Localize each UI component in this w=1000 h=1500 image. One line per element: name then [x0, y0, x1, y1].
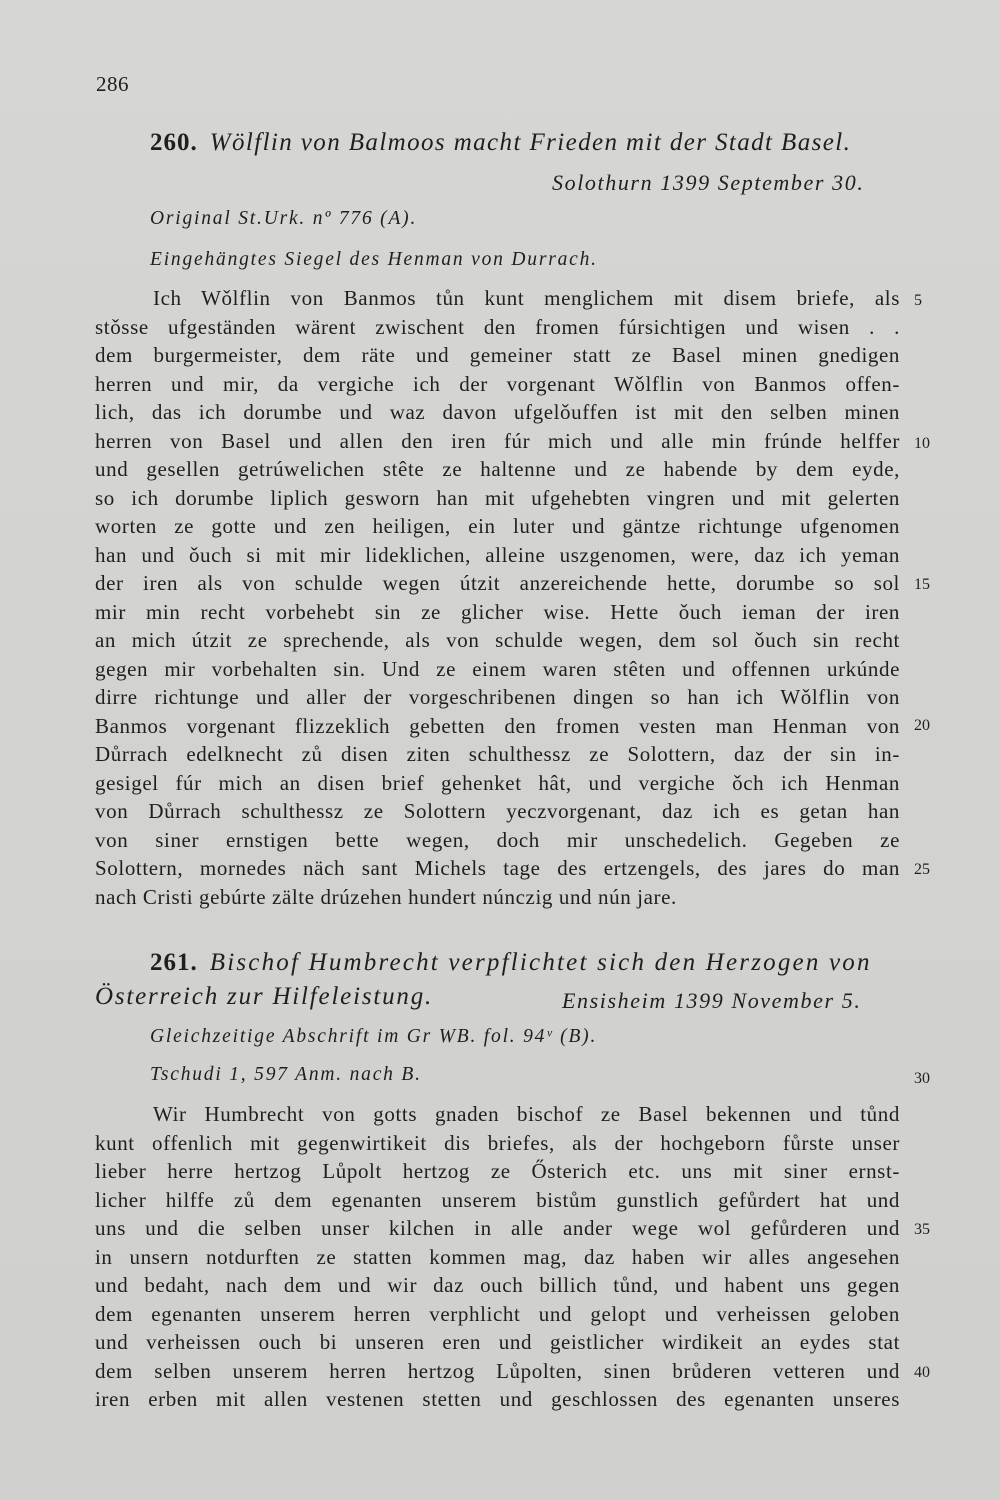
page-number: 286 — [96, 72, 129, 96]
entry-261-source: Gleichzeitige Abschrift im Gr WB. fol. 94ᵛ (B). — [150, 1026, 598, 1047]
entry-261-date: Ensisheim 1399 November 5. — [562, 988, 862, 1013]
text-line: lich, das ich dorumbe und waz davon ufgelǒuffen ist mit den selben minen — [95, 400, 900, 424]
text-line: und bedaht, nach dem und wir daz ouch billich tůnd, und habent uns gegen — [95, 1273, 900, 1297]
margin-line-number: 25 — [914, 861, 930, 878]
entry-261-body — [95, 1100, 900, 1414]
text-line: worten ze gotte und zen heiligen, ein luter und gäntze richtunge ufgenomen — [95, 514, 900, 538]
margin-line-number: 35 — [914, 1221, 930, 1238]
text-line: stǒsse ufgeständen wärent zwischent den fromen fúrsichtigen und wisen . . — [95, 314, 900, 339]
text-line: iren erben mit allen vestenen stetten und geschlossen des egenanten unseres — [95, 1387, 900, 1411]
margin-line-number: 30 — [914, 1070, 930, 1087]
text-line: herren und mir, da vergiche ich der vorgenant Wǒlflin von Banmos offen- — [95, 371, 900, 396]
text-line: an mich útzit ze sprechende, als von schulde wegen, dem sol ǒuch sin recht — [95, 628, 900, 652]
entry-261-heading — [150, 946, 900, 980]
entry-261-heading-cont — [95, 980, 555, 1014]
margin-line-number: 40 — [914, 1364, 930, 1381]
text-line: licher hilffe zů dem egenanten unserem bistům gunstlich gefůrdert hat und — [95, 1187, 900, 1212]
margin-line-number: 15 — [914, 576, 930, 593]
text-line: von siner ernstigen bette wegen, doch mir unschedelich. Gegeben ze — [95, 827, 900, 852]
entry-261-title-line1: Bischof Humbrecht verpflichtet sich den Herzogen von — [209, 949, 872, 976]
text-line: Solottern, mornedes näch sant Michels tage des ertzengels, des jares do man — [95, 856, 900, 880]
text-line: gegen mir vorbehalten sin. Und ze einem waren stêten und offennen urkúnde — [95, 656, 900, 681]
entry-261-number: 261. — [150, 949, 198, 976]
text-line: Ich Wǒlflin von Banmos tůn kunt menglichem mit disem briefe, als — [153, 286, 900, 310]
margin-line-number: 20 — [914, 717, 930, 734]
text-line: herren von Basel und allen den iren fúr mich und alle min frúnde helffer — [95, 428, 900, 453]
entry-260-title: Wölflin von Balmoos macht Frieden mit der Stadt Basel. — [209, 129, 852, 156]
text-line: der iren als von schulde wegen útzit anzereichende hette, dorumbe so sol — [95, 571, 900, 595]
text-line: kunt offenlich mit gegenwirtikeit dis briefes, als der hochgeborn fůrste unser — [95, 1130, 900, 1155]
text-line: han und ǒuch si mit mir lideklichen, alleine uszgenomen, were, daz ich yeman — [95, 542, 900, 567]
entry-261-edition-note: Tschudi 1, 597 Anm. nach B. — [150, 1064, 422, 1085]
text-line: von Důrrach schulthessz ze Solottern yeczvorgenant, daz ich es getan han — [95, 799, 900, 823]
text-line: in unsern notdurften ze statten kommen mag, daz haben wir alles angesehen — [95, 1244, 900, 1269]
entry-260-source: Original St.Urk. nº 776 (A). — [150, 208, 418, 229]
entry-260-seal-note: Eingehängtes Siegel des Henman von Durrach. — [150, 249, 598, 270]
text-line: nach Cristi gebúrte zälte drúzehen hundert núnczig und nún jare. — [95, 884, 677, 909]
text-line: gesigel fúr mich an disen brief gehenket hât, und vergiche ǒch ich Henman — [95, 770, 900, 795]
text-line: Důrrach edelknecht zů disen ziten schulthessz ze Solottern, daz der sin in- — [95, 742, 900, 766]
text-line: und verheissen ouch bi unseren eren und geistlicher wirdikeit an eydes stat — [95, 1330, 900, 1354]
text-line: mir min recht vorbehebt sin ze glicher wise. Hette ǒuch ieman der iren — [95, 599, 900, 624]
margin-line-number: 10 — [914, 435, 930, 452]
text-line: dirre richtunge und aller der vorgeschribenen dingen so han ich Wǒlflin von — [95, 685, 900, 709]
text-line: Wir Humbrecht von gotts gnaden bischof ze Basel bekennen und tůnd — [153, 1102, 900, 1126]
text-line: dem egenanten unserem herren verphlicht und gelopt und verheissen geloben — [95, 1301, 900, 1326]
entry-260-date: Solothurn 1399 September 30. — [552, 170, 865, 195]
text-line: Banmos vorgenant flizzeklich gebetten den fromen vesten man Henman von — [95, 713, 900, 738]
entry-260-body — [95, 284, 900, 911]
text-line: lieber herre hertzog Lůpolt hertzog ze Ősterich etc. uns mit siner ernst- — [95, 1159, 900, 1183]
text-line: dem selben unserem herren hertzog Lůpolten, sinen brůderen vetteren und — [95, 1358, 900, 1383]
entry-260-number: 260. — [150, 129, 198, 156]
text-line: und gesellen getrúwelichen stête ze haltenne und ze habende by dem eyde, — [95, 457, 900, 481]
text-line: so ich dorumbe liplich gesworn han mit ufgehebten vingren und mit gelerten — [95, 485, 900, 510]
entry-260-heading — [150, 126, 900, 160]
text-line: dem burgermeister, dem räte und gemeiner statt ze Basel minen gnedigen — [95, 343, 900, 367]
entry-261-title-line2: Österreich zur Hilfeleistung. — [95, 983, 434, 1010]
text-line: uns und die selben unser kilchen in alle ander wege wol gefůrderen und — [95, 1216, 900, 1240]
margin-line-number: 5 — [914, 292, 922, 309]
